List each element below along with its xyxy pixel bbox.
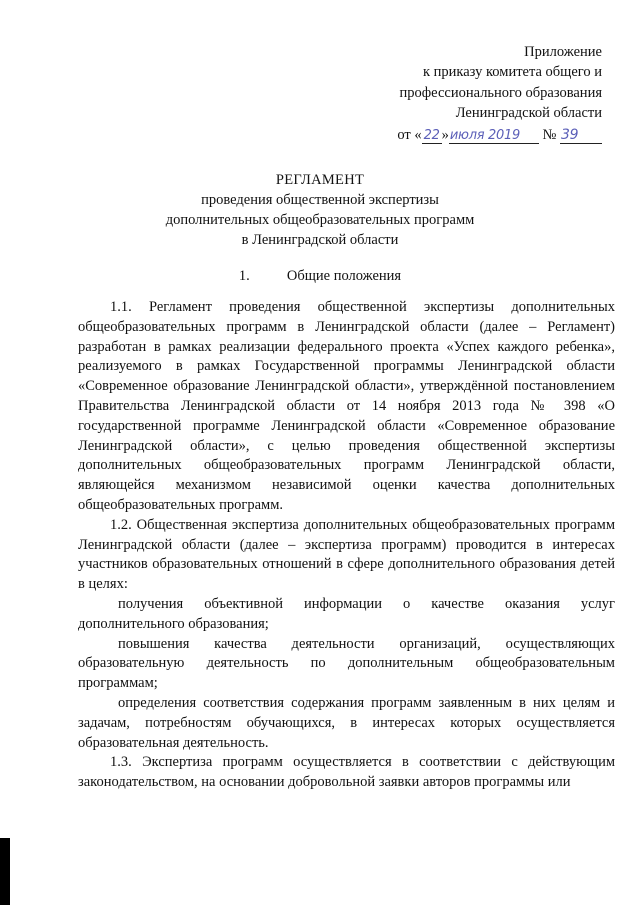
section-title: Общие положения [286,268,402,284]
document-body [78,298,615,793]
date-quote-close: » [441,126,449,143]
committee-name-line: профессионального образования [399,84,602,101]
list-item-conformity: определения соответствия содержания программ заявленным в них целям и задачам, потребностям обучающихся, в интересах которых осуществляется образовательная деятельность. [78,694,615,751]
handwritten-day: 22 [422,128,442,144]
paragraph-1-1: 1.1. Регламент проведения общественной экспертизы дополнительных общеобразовательных программ в Ленинградской области (далее – Регламент) разработан в рамках реализации федерального проекта «Успех каждого ребенка», реализуемого в рамках Государственной программы Ленинградской области «Современное образование Ленинградской области», утверждённой постановлением Правительства Ленинградской области от 14 ноября 2013 года № 398 «О государственной программе Ленинградской области «Современное образование Ленинградской области», с целью проведения общественной экспертизы дополнительных общеобразовательных программ Ленинградской области, являющейся механизмом независимой оценки качества дополнительных общеобразовательных программ. [78,299,615,513]
number-label: № [542,126,557,143]
date-prefix: от « [397,126,422,143]
paragraph-1-2: 1.2. Общественная экспертиза дополнительных общеобразовательных программ Ленинградской области (далее – экспертиза программ) проводится в интересах участников образовательных отношений в сфере дополнительного образования детей в целях: [78,516,615,593]
section-number: 1. [238,268,250,284]
document-title [0,170,640,250]
list-item-quality-improvement: повышения качества деятельности организаций, осуществляющих образовательную деятельность по дополнительным общеобразовательным программам; [78,635,615,692]
paragraph-1-3: 1.3. Экспертиза программ осуществляется в соответствии с действующим законодательством, на основании добровольной заявки авторов программы или [78,754,615,791]
title-line-2: проведения общественной экспертизы [201,192,439,208]
title-line-4: в Ленинградской области [241,232,399,248]
handwritten-month-year: июля 2019 [449,128,539,144]
title-reglament: РЕГЛАМЕНТ [275,172,365,188]
appendix-header [272,42,602,145]
section-heading [0,266,640,286]
scan-shadow [0,838,10,905]
appendix-label: Приложение [524,44,602,60]
order-reference-line: к приказу комитета общего и [422,64,602,81]
order-date-line [272,125,602,145]
title-line-3: дополнительных общеобразовательных программ [165,212,475,228]
list-item-objective-info: получения объективной информации о качестве оказания услуг дополнительного образования; [78,595,615,632]
handwritten-order-number: 39 [560,128,602,144]
region-line: Ленинградской области [455,105,602,122]
